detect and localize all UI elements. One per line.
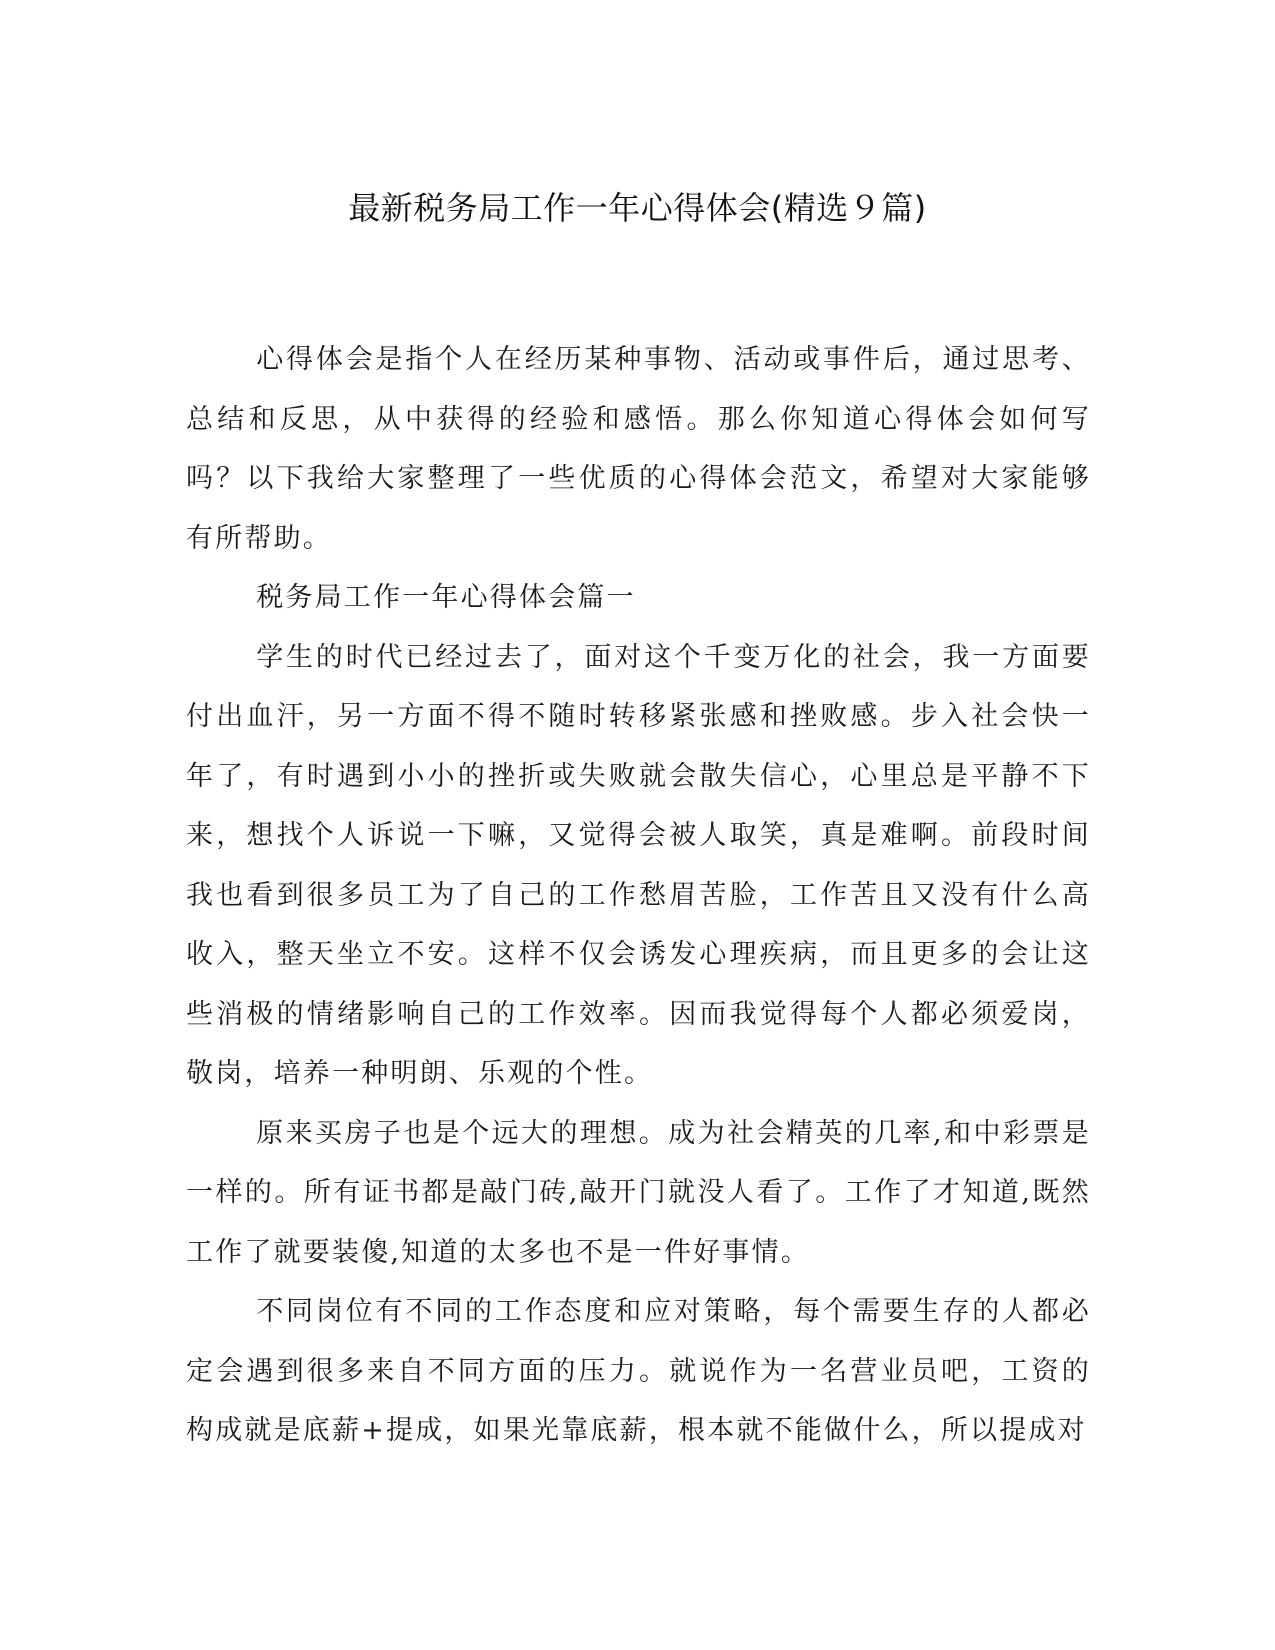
body-paragraph: 不同岗位有不同的工作态度和应对策略，每个需要生存的人都必定会遇到很多来自不同方面的压力。就说作为一名营业员吧，工资的构成就是底薪+提成，如果光靠底薪，根本就不能做什么，所以提成对: [186, 1296, 1091, 1446]
section-heading: 税务局工作一年心得体会篇一: [256, 582, 636, 613]
body-paragraph: 学生的时代已经过去了，面对这个千变万化的社会，我一方面要付出血汗，另一方面不得不随时转移紧张感和挫败感。步入社会快一年了，有时遇到小小的挫折或失败就会散失信心，心里总是平静不下来，想找个人诉说一下嘛，又觉得会被人取笑，真是难啊。前段时间我也看到很多员工为了自己的工作愁眉苦脸，工作苦且又没有什么高收入，整天坐立不安。这样不仅会诱发心理疾病，而且更多的会让这些消极的情绪影响自己的工作效率。因而我觉得每个人都必须爱岗，敬岗，培养一种明朗、乐观的个性。: [186, 641, 1091, 1089]
intro-paragraph: 心得体会是指个人在经历某种事物、活动或事件后，通过思考、总结和反思，从中获得的经验和感悟。那么你知道心得体会如何写吗？以下我给大家整理了一些优质的心得体会范文，希望对大家能够有所帮助。: [186, 344, 1091, 554]
document-body: [186, 330, 1091, 1461]
body-paragraph: 原来买房子也是个远大的理想。成为社会精英的几率,和中彩票是一样的。所有证书都是敲门砖,敲开门就没人看了。工作了才知道,既然工作了就要装傻,知道的太多也不是一件好事情。: [186, 1117, 1091, 1268]
document-title: 最新税务局工作一年心得体会(精选９篇): [348, 189, 927, 227]
